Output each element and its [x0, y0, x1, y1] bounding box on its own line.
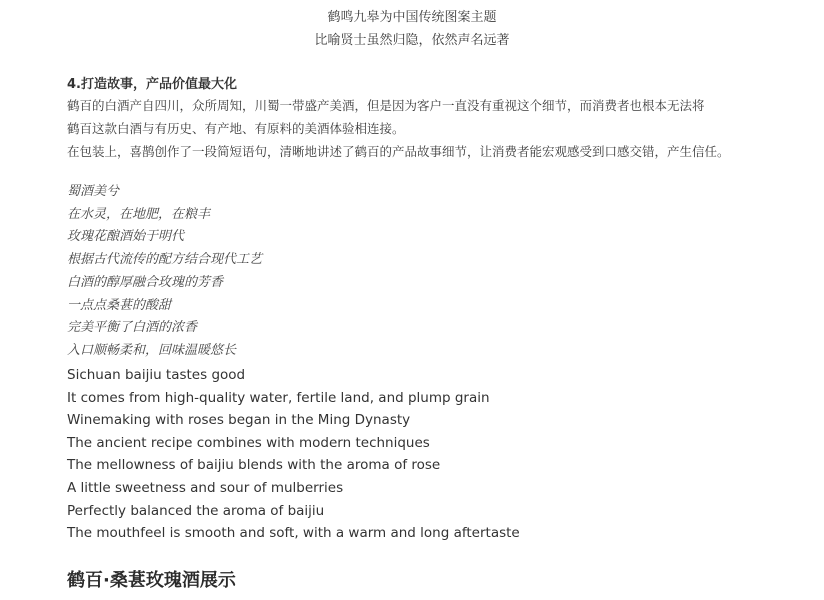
intro-line-2: 比喻贤士虽然归隐，依然声名远著: [314, 33, 510, 48]
poem-cn-line: 白酒的醇厚融合玫瑰的芳香: [67, 274, 224, 290]
section-heading: 4.打造故事，产品价值最大化: [67, 77, 237, 92]
poem-english: [67, 364, 520, 545]
poem-cn-line: 在水灵，在地肥，在粮丰: [67, 206, 211, 222]
poem-en-line: Winemaking with roses began in the Ming Dynasty: [67, 412, 411, 429]
showcase-title: 鹤百·桑葚玫瑰酒展示: [67, 570, 236, 591]
poem-en-line: Sichuan baijiu tastes good: [67, 367, 246, 383]
poem-en-line: A little sweetness and sour of mulberries: [67, 479, 344, 496]
poem-cn-line: 入口顺畅柔和，回味温暖悠长: [67, 342, 237, 358]
poem-en-line: Perfectly balanced the aroma of baijiu: [67, 502, 325, 519]
poem-cn-line: 完美平衡了白酒的浓香: [67, 320, 198, 336]
poem-en-line: The mellowness of baijiu blends with the aroma of rose: [67, 457, 441, 474]
poem-en-line: It comes from high-quality water, fertile land, and plump grain: [67, 389, 490, 406]
paragraph-line-1: 鹤百的白酒产自四川，众所周知，川蜀一带盛产美酒，但是因为客户一直没有重视这个细节，而消费者也根本无法将: [67, 98, 705, 113]
poem-cn-line: 一点点桑葚的酸甜: [67, 297, 172, 313]
poem-en-line: The mouthfeel is smooth and soft, with a warm and long aftertaste: [67, 525, 520, 542]
poem-cn-line: 根据古代流传的配方结合现代工艺: [67, 252, 263, 268]
poem-chinese: [67, 181, 262, 363]
paragraph-line-2: 鹤百这款白酒与有历史、有产地、有原料的美酒体验相连接。: [67, 121, 405, 136]
poem-cn-line: 玫瑰花酿酒始于明代: [67, 229, 185, 245]
poem-en-line: The ancient recipe combines with modern techniques: [67, 434, 430, 451]
poem-cn-line: 蜀酒美兮: [67, 184, 120, 199]
intro-line-1: 鹤鸣九皋为中国传统图案主题: [327, 10, 497, 25]
paragraph-line-3: 在包装上，喜鹊创作了一段简短语句，清晰地讲述了鹤百的产品故事细节，让消费者能宏观感受到口感交错，产生信任。: [67, 144, 730, 159]
